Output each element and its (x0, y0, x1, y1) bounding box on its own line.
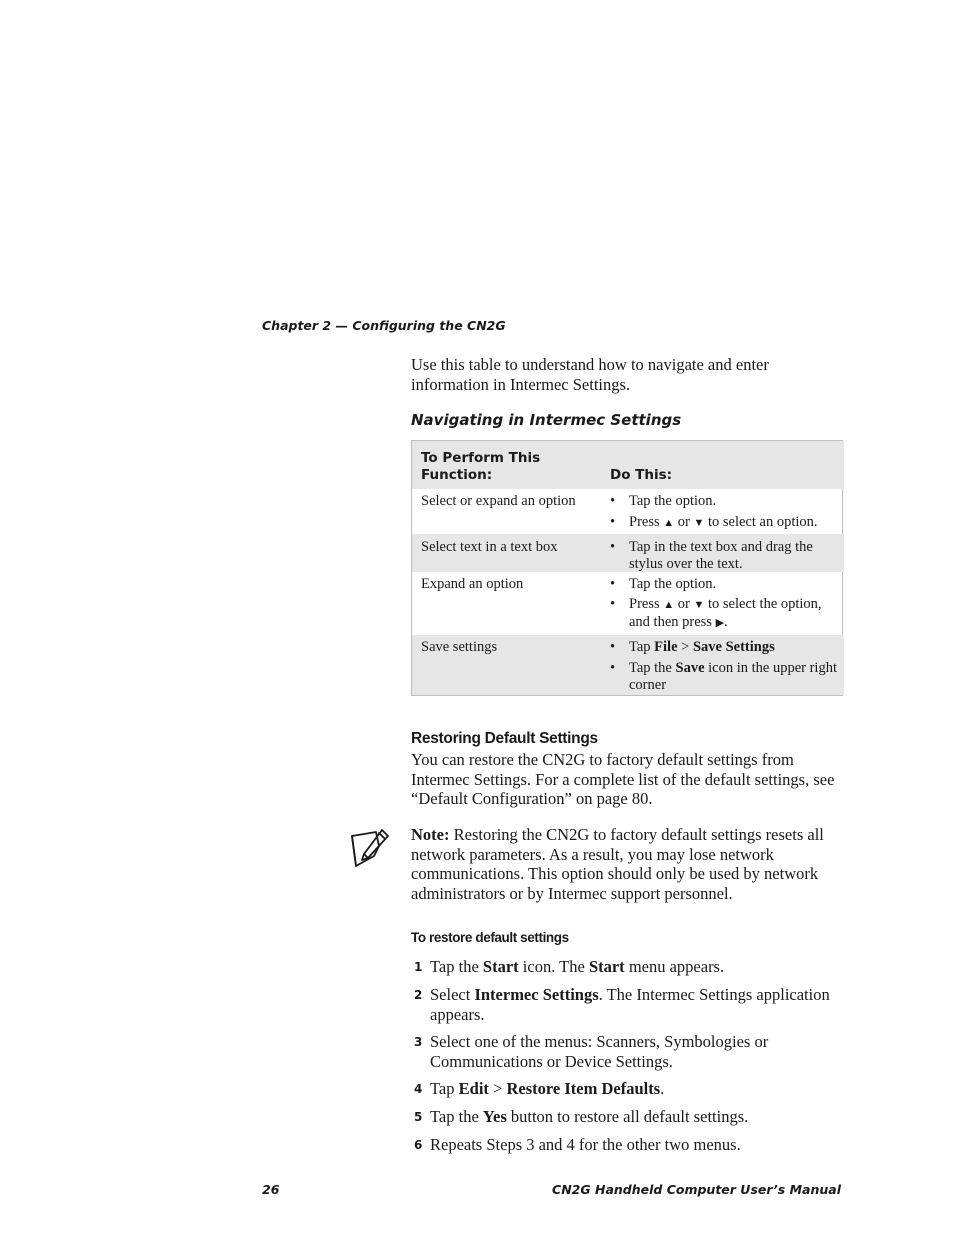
step-number: 1 (414, 960, 423, 974)
step-number: 4 (414, 1082, 423, 1096)
intro-paragraph: Use this table to understand how to navigate and enter information in Intermec Settings. (411, 355, 769, 394)
footer-page-number: 26 (262, 1182, 280, 1197)
restore-paragraph: You can restore the CN2G to factory default settings from Intermec Settings. For a complete list of the default settings, see “Default Configuration” on page 80. (411, 750, 835, 808)
bullet-icon: • (610, 539, 616, 555)
note-label: Note: (411, 825, 450, 844)
table-title: Navigating in Intermec Settings (411, 411, 682, 429)
step-number: 5 (414, 1110, 423, 1124)
table-row: Select text in a text box • Tap in the text box and drag the stylus over the text. (412, 534, 844, 572)
step-number: 3 (414, 1035, 423, 1049)
table-row: Expand an option • Tap the option. • Press ▲ or ▼ to select the option, and then press ▶. (421, 576, 822, 630)
note-paragraph (411, 825, 836, 903)
bullet-icon: • (610, 596, 616, 612)
step-number: 2 (414, 988, 423, 1002)
navigation-table (411, 440, 843, 696)
down-arrow-icon: ▼ (693, 517, 705, 529)
up-arrow-icon: ▲ (663, 599, 675, 611)
column-header-do-this: Do This: (610, 467, 673, 483)
bullet-icon: • (610, 639, 616, 655)
column-header-function: To Perform This Function: (421, 450, 541, 483)
up-arrow-icon: ▲ (663, 517, 675, 529)
table-row: Select or expand an option • Tap the option. • Press ▲ or ▼ to select an option. (421, 493, 818, 530)
right-arrow-icon: ▶ (715, 617, 725, 629)
note-text: Restoring the CN2G to factory default settings resets all network parameters. As a result, you may lose network communications. This option should only be used by network administrators or by Intermec support personnel. (411, 825, 824, 903)
function-cell: Select or expand an option (421, 493, 576, 509)
bullet-icon: • (610, 576, 616, 592)
function-cell: Select text in a text box (421, 539, 558, 555)
procedure-heading: To restore default settings (411, 930, 569, 945)
bullet-icon: • (610, 660, 616, 676)
bullet-icon: • (610, 514, 616, 530)
bullet-icon: • (610, 493, 616, 509)
chapter-header: Chapter 2 — Configuring the CN2G (262, 318, 506, 333)
function-cell: Save settings (421, 639, 498, 655)
section-heading: Restoring Default Settings (411, 730, 598, 747)
table-row: Save settings • Tap File > Save Settings • Tap the Save icon in the upper right corner (412, 635, 844, 695)
table-header-row (412, 441, 844, 489)
footer-title: CN2G Handheld Computer User’s Manual (552, 1182, 841, 1197)
function-cell: Expand an option (421, 576, 524, 592)
pencil-note-icon (346, 826, 392, 877)
down-arrow-icon: ▼ (693, 599, 705, 611)
step-number: 6 (414, 1138, 423, 1152)
